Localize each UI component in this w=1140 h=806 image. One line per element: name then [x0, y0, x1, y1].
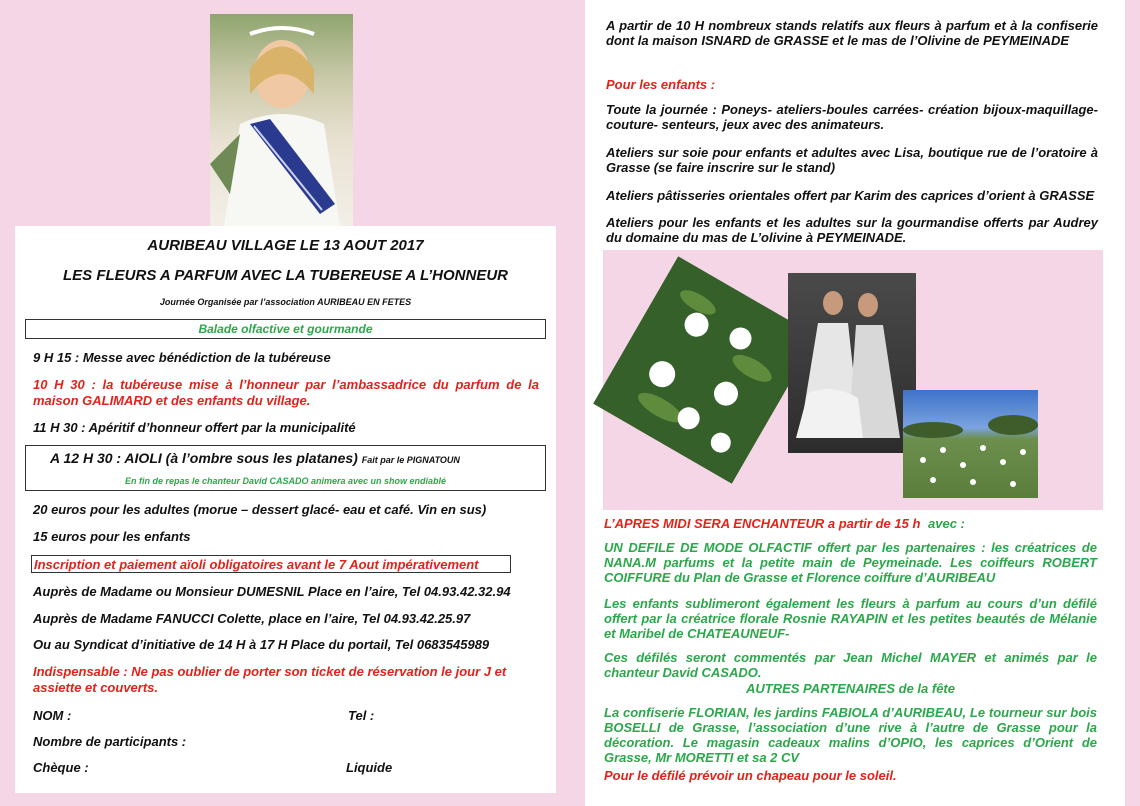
chapeau-line: Pour le défilé prévoir un chapeau pour le soleil. [604, 768, 897, 783]
event-subtitle: LES FLEURS A PARFUM AVEC LA TUBEREUSE A L’HONNEUR [62, 267, 508, 284]
silk-workshop: Ateliers sur soie pour enfants et adultes avec Lisa, boutique rue de l’oratoire à Grasse (se faire inscrire sur le stand) [606, 145, 1098, 175]
form-participants: Nombre de participants : [33, 734, 187, 749]
event-title: AURIBEAU VILLAGE LE 13 AOUT 2017 [147, 237, 424, 254]
stands-paragraph: A partir de 10 H nombreux stands relatifs aux fleurs à parfum et à la confiserie dont la maison ISNARD de GRASSE et le mas de l’Olivine de PEYMEINADE [606, 18, 1098, 48]
contact-dumesnil: Auprès de Madame ou Monsieur DUMESNIL Place en l’aire, Tel 04.93.42.32.94 [33, 584, 511, 599]
inscription-line: Inscription et paiement aïoli obligatoires avant le 7 Aout impérativement [34, 557, 479, 572]
form-tel: Tel : [348, 708, 375, 723]
afternoon-red: L’APRES MIDI SERA ENCHANTEUR a partir de 15 h [604, 516, 921, 531]
form-liquide: Liquide [346, 760, 393, 775]
gourmandise-workshop: Ateliers pour les enfants et les adultes sur la gourmandise offerts par Audrey du domaine du mas de L’olivine à PEYMEINADE. [606, 215, 1098, 245]
ambassador-photo [210, 14, 353, 226]
contact-syndicat: Ou au Syndicat d’initiative de 14 H à 17 H Place du portail, Tel 0683545989 [33, 637, 490, 652]
indispensable-line: Indispensable : Ne pas oublier de porter son ticket de réservation le jour J et assiette et couverts. [33, 664, 507, 695]
aperitif-line: 11 H 30 : Apéritif d’honneur offert par la municipalité [33, 420, 356, 435]
defile-paragraph: UN DEFILE DE MODE OLFACTIF offert par les partenaires : les créatrices de NANA.M parfums et la petite main de Peymeinade. Les coiffeurs ROBERT COIFFURE du Plan de Grasse et Florence coiffure d’AURIBEAU [604, 540, 1097, 585]
price-adults: 20 euros pour les adultes (morue – dessert glacé- eau et café. Vin en sus) [33, 502, 487, 517]
sublimeront-paragraph: Les enfants sublimeront également les fleurs à parfum au cours d’un défilé offert par la créatrice florale Rosnie RAYAPIN et les petites beautés de Mélanie et Maribel de CHATEAUNEUF- [604, 596, 1097, 641]
organizer-line: Journée Organisée par l’association AURIBEAU EN FETES [159, 297, 412, 307]
dress-photo [788, 273, 916, 453]
kids-all-day: Toute la journée : Poneys- ateliers-boules carrées- création bijoux-maquillage-couture- senteurs, jeux avec des animateurs. [606, 102, 1098, 132]
form-cheque: Chèque : [33, 760, 89, 775]
partenaires-paragraph: La confiserie FLORIAN, les jardins FABIOLA d’AURIBEAU, Le tourneur sur bois BOSELLI de Grasse, l’association d’une rive à l’autre de Grasse pour la décoration. Le magasin cadeaux malins d’OPIO, les caprices d’Orient de Grasse, Mr MORETTI et sa 2 CV [604, 705, 1097, 765]
aioli-small: Fait par le PIGNATOUN [361, 455, 460, 465]
balade-label: Balade olfactive et gourmande [198, 322, 373, 336]
form-nom: NOM : [33, 708, 72, 723]
aioli-line [50, 450, 540, 469]
pastry-workshop: Ateliers pâtisseries orientales offert par Karim des caprices d’orient à GRASSE [606, 188, 1095, 203]
tuberose-field-photo [903, 390, 1038, 498]
tubereuse-line: 10 H 30 : la tubéreuse mise à l’honneur par l’ambassadrice du parfum de la maison GALIMARD et des enfants du village. [33, 377, 539, 408]
aioli-main: A 12 H 30 : AIOLI (à l’ombre sous les platanes) [50, 450, 358, 466]
contact-fanucci: Auprès de Madame FANUCCI Colette, place en l’aire, Tel 04.93.42.25.97 [33, 611, 471, 626]
kids-heading: Pour les enfants : [606, 77, 716, 92]
aioli-show: En fin de repas le chanteur David CASADO animera avec un show endiablé [124, 476, 447, 486]
commentes-paragraph: Ces défilés seront commentés par Jean Michel MAYER et animés par le chanteur David CASADO. [604, 650, 1097, 680]
messe-line: 9 H 15 : Messe avec bénédiction de la tubéreuse [33, 350, 331, 365]
afternoon-green: avec : [928, 516, 965, 531]
partenaires-heading: AUTRES PARTENAIRES de la fête [745, 681, 955, 696]
price-children: 15 euros pour les enfants [33, 529, 191, 544]
afternoon-line [604, 516, 1102, 531]
